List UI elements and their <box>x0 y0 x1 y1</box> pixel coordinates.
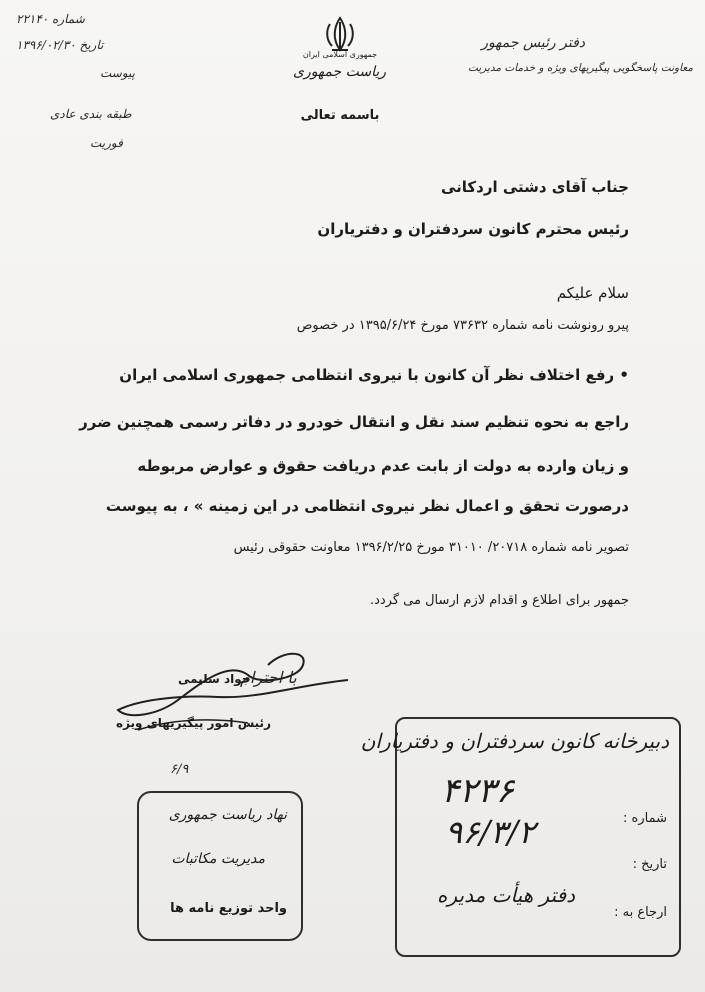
signer-name: جواد سلیمی <box>178 672 251 686</box>
body-line: • رفع اختلاف نظر آن کانون با نیروی انتظامی جمهوری اسلامی ایران <box>119 366 629 384</box>
received-ref-label: ارجاع به : <box>614 905 667 920</box>
distribution-stamp-line3: واحد توزیع نامه ها <box>170 901 287 916</box>
body-line: و زیان وارده به دولت از بابت عدم دریافت حقوق و عوارض مربوطه <box>137 457 629 475</box>
office-title: دفتر رئیس جمهور <box>481 35 585 51</box>
signature-regards: با احترام <box>240 668 297 687</box>
received-number-value: ۴۲۳۶ <box>441 771 515 811</box>
iran-emblem-icon <box>318 14 362 54</box>
received-date-value: ۹۶/۳/۲ <box>445 813 536 851</box>
greeting: سلام علیکم <box>556 284 629 302</box>
office-subtitle: معاونت پاسخگویی پیگیریهای ویژه و خدمات مدیریت <box>468 62 693 74</box>
letter-number: شماره ۲۲۱۴۰ <box>16 12 85 26</box>
received-ref-value: دفتر هیأت مدیره <box>437 883 576 907</box>
basmeh: باسمه تعالی <box>300 108 380 123</box>
body-line: جمهور برای اطلاع و اقدام لازم ارسال می گردد. <box>369 593 629 608</box>
body-line: پیرو رونوشت نامه شماره ۷۳۶۳۲ مورخ ۱۳۹۵/۶/۲۴ در خصوص <box>296 318 629 333</box>
received-stamp <box>360 717 681 957</box>
presidency-small-label: جمهوری اسلامی ایران <box>302 50 378 59</box>
letter-classification: طبقه بندی عادی <box>50 107 132 121</box>
signer-role: رئیس امور پیگیریهای ویژه <box>116 716 271 730</box>
received-date-label: تاریخ : <box>632 857 667 872</box>
recipient-title: رئیس محترم کانون سردفتران و دفتریاران <box>317 220 629 238</box>
distribution-stamp <box>137 791 303 941</box>
letter-attachment: پیوست <box>100 66 135 80</box>
distribution-stamp-line2: مدیریت مکاتبات <box>171 851 265 867</box>
body-line: راجع به نحوه تنظیم سند نقل و انتقال خودرو در دفاتر رسمی همچنین ضرر <box>79 413 629 431</box>
letter-priority: فوریت <box>90 136 123 150</box>
body-line: درصورت تحقق و اعمال نظر نیروی انتظامی در این زمینه » ، به پیوست <box>105 497 629 515</box>
received-stamp-title: دبیرخانه کانون سردفتران و دفتریاران <box>360 729 669 753</box>
distribution-stamp-line1: نهاد ریاست جمهوری <box>168 807 287 823</box>
received-number-label: شماره : <box>623 811 667 826</box>
presidency-label: ریاست جمهوری <box>292 64 386 80</box>
signature-scribble <box>108 645 353 745</box>
signature-mark: ۶/۹ <box>170 762 189 777</box>
recipient-name: جناب آقای دشتی اردکانی <box>440 178 629 196</box>
body-line: تصویر نامه شماره ۲۰۷۱۸/ ۳۱۰۱۰ مورخ ۱۳۹۶/۲/۲۵ معاونت حقوقی رئیس <box>233 540 629 555</box>
letter-date: تاریخ ۱۳۹۶/۰۲/۳۰ <box>16 38 104 52</box>
